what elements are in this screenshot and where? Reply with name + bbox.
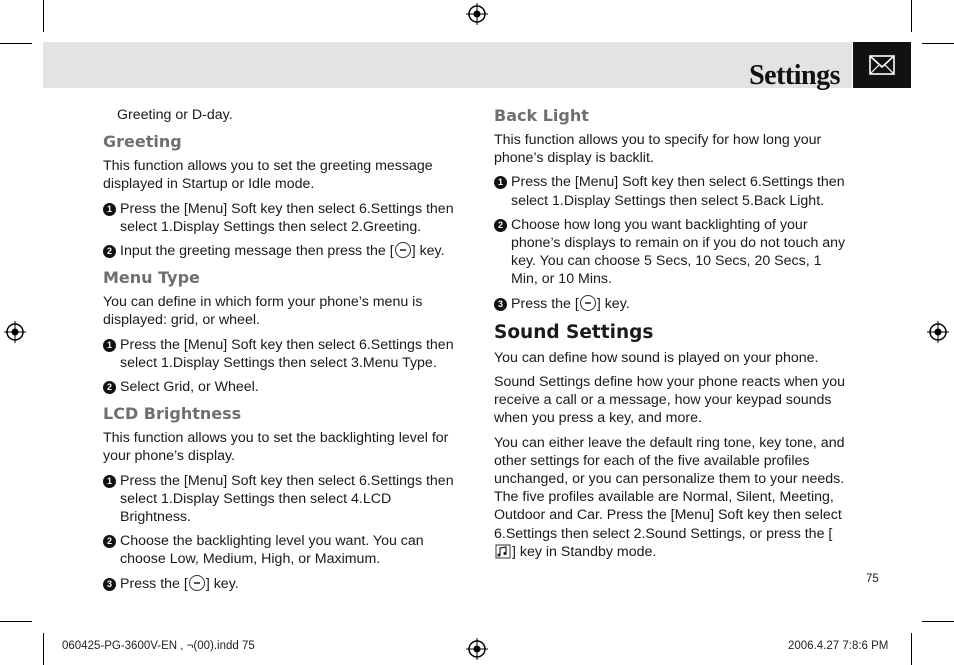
step-text: Press the [ (120, 575, 188, 592)
step-text: Select Grid, or Wheel. (120, 379, 259, 396)
step-number: 3 (103, 578, 116, 591)
music-note-key-icon (495, 544, 511, 559)
page-number: 75 (866, 573, 879, 585)
header-icon-box (853, 42, 911, 88)
sound-settings-p3 (494, 434, 850, 561)
lcd-brightness-heading: LCD Brightness (103, 404, 242, 424)
back-light-step-2 (494, 216, 850, 289)
ok-key-icon (395, 242, 411, 258)
menu-type-desc: You can define in which form your phone’s menu is displayed: grid, or wheel. (103, 294, 423, 329)
registration-mark-icon (466, 3, 488, 25)
step-number: 1 (103, 339, 116, 352)
back-light-step-3 (494, 295, 850, 313)
sound-settings-p2: Sound Settings define how your phone reacts when you receive a call or a message, how your keypad sounds when you press a key, and more. (494, 374, 845, 427)
step-number: 2 (103, 535, 116, 548)
greeting-desc: This function allows you to set the greeting message displayed in Startup or Idle mode. (103, 158, 433, 193)
step-text: Press the [Menu] Soft key then select 6.Settings then select 1.Display Settings then select 5.Back Light. (511, 174, 845, 209)
header-band (43, 42, 852, 88)
step-text: ] key. (205, 575, 239, 592)
paragraph-text: ] key in Standby mode. (512, 543, 657, 560)
step-number: 3 (494, 298, 507, 311)
crop-mark (911, 633, 912, 665)
step-number: 2 (494, 219, 507, 232)
registration-mark-icon (927, 321, 949, 343)
step-text: Press the [Menu] Soft key then select 6.Settings then select 1.Display Settings then select 2.Greeting. (120, 200, 454, 235)
right-column (494, 106, 850, 561)
ok-key-icon (580, 295, 596, 311)
lcd-brightness-desc: This function allows you to set the backlighting level for your phone’s display. (103, 430, 449, 465)
page-title: Settings (749, 60, 840, 91)
crop-mark (43, 0, 44, 32)
footer-timestamp: 2006.4.27 7:8:6 PM (788, 640, 889, 652)
left-column (103, 106, 463, 593)
sound-settings-heading: Sound Settings (494, 321, 654, 343)
sound-settings-p1: You can define how sound is played on your phone. (494, 349, 819, 366)
step-number: 2 (103, 381, 116, 394)
envelope-icon (853, 42, 911, 88)
registration-mark-icon (4, 321, 26, 343)
step-text: ] key. (411, 243, 445, 260)
back-light-desc: This function allows you to specify for how long your phone’s display is backlit. (494, 132, 822, 167)
step-number: 1 (103, 475, 116, 488)
step-number: 1 (103, 203, 116, 216)
step-text: ] key. (596, 295, 630, 312)
menu-type-step-1 (103, 336, 463, 372)
lcd-brightness-step-2 (103, 532, 463, 568)
step-number: 1 (494, 176, 507, 189)
step-text: Choose the backlighting level you want. You can choose Low, Medium, High, or Maximum. (120, 533, 424, 568)
crop-mark (922, 621, 954, 622)
lcd-brightness-step-1 (103, 472, 463, 527)
registration-mark-icon (466, 638, 488, 660)
back-light-heading: Back Light (494, 106, 589, 125)
crop-mark (0, 621, 32, 622)
step-text: Input the greeting message then press the [ (120, 243, 394, 260)
greeting-step-2 (103, 242, 463, 260)
step-number: 2 (103, 245, 116, 258)
lcd-brightness-step-3 (103, 575, 463, 593)
step-text: Press the [ (511, 295, 579, 312)
menu-type-step-2 (103, 378, 463, 396)
footer-file-info: 060425-PG-3600V-EN , ¬(00).indd 75 (62, 640, 255, 652)
ok-key-icon (189, 575, 205, 591)
step-text: Press the [Menu] Soft key then select 6.Settings then select 1.Display Settings then select 3.Menu Type. (120, 336, 454, 371)
step-text: Choose how long you want backlighting of your phone’s displays to remain on if you do not touch any key. You can choose 5 Secs, 10 Secs, 20 Secs, 1 Min, or 10 Mins. (511, 216, 846, 288)
intro-text: Greeting or D-day. (117, 107, 233, 123)
paragraph-text: You can either leave the default ring tone, key tone, and other settings for each of the five available profiles unchanged, or you can personalize them to your needs. The five profiles available are Normal, Silent, Meeting, Outdoor and Car. Press the [Menu] Soft key then select 6.Settings then select 2.Sound Settings, or press the [ (494, 434, 845, 542)
crop-mark (911, 0, 912, 32)
crop-mark (922, 43, 954, 44)
crop-mark (0, 43, 32, 44)
back-light-step-1 (494, 173, 850, 209)
step-text: Press the [Menu] Soft key then select 6.Settings then select 1.Display Settings then select 4.LCD Brightness. (120, 472, 454, 526)
crop-mark (43, 633, 44, 665)
greeting-heading: Greeting (103, 132, 182, 152)
menu-type-heading: Menu Type (103, 268, 200, 288)
greeting-step-1 (103, 200, 463, 236)
